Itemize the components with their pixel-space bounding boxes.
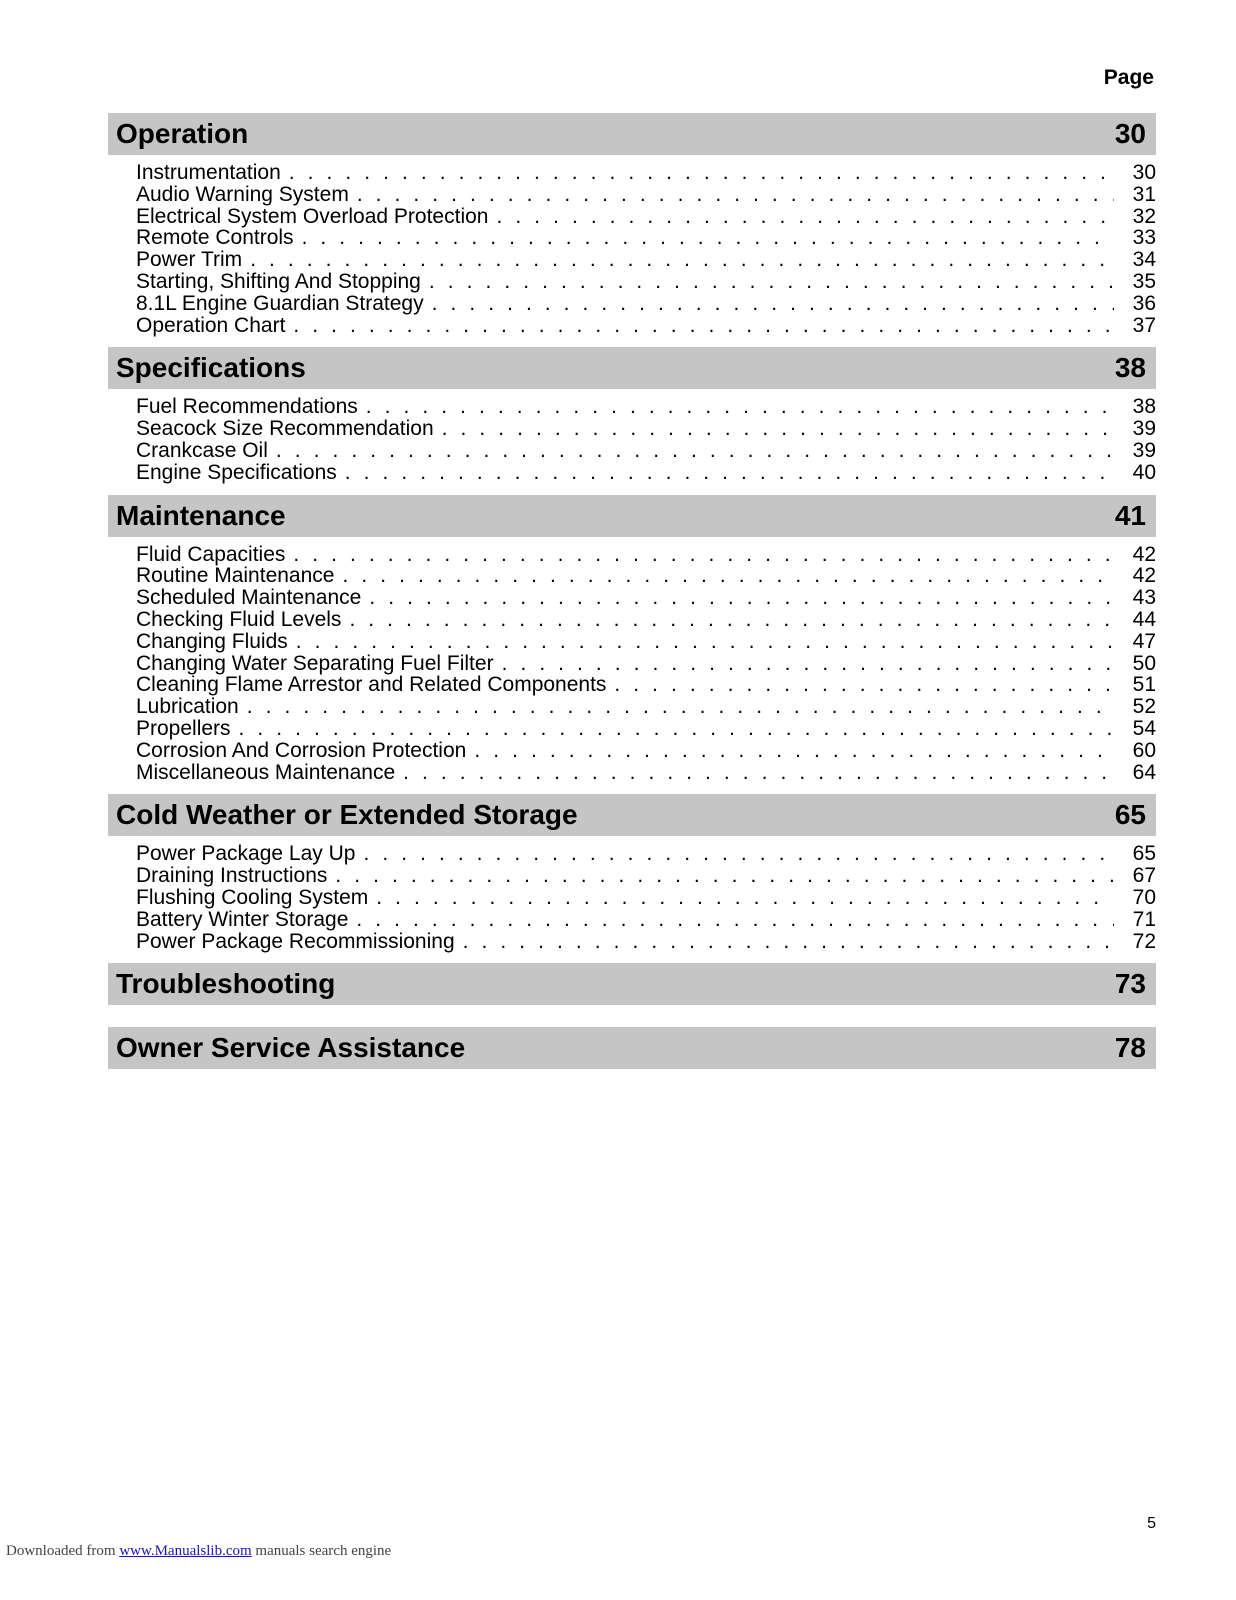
section-maintenance bbox=[108, 495, 1156, 795]
toc-entry[interactable] bbox=[108, 631, 1156, 653]
entry-title: Scheduled Maintenance bbox=[136, 586, 362, 610]
section-entries bbox=[108, 155, 1156, 347]
section-entries bbox=[108, 537, 1156, 795]
dot-leader bbox=[429, 271, 1114, 293]
entry-page: 43 bbox=[1132, 586, 1156, 610]
entry-page: 40 bbox=[1132, 460, 1156, 484]
section-spacer bbox=[108, 1005, 1156, 1027]
toc-entry[interactable] bbox=[108, 762, 1156, 784]
entry-page: 65 bbox=[1132, 842, 1156, 866]
dot-leader bbox=[357, 184, 1114, 206]
dot-leader bbox=[345, 462, 1114, 484]
dot-leader bbox=[369, 587, 1114, 609]
toc-entry[interactable] bbox=[108, 249, 1156, 271]
section-header[interactable] bbox=[108, 1027, 1156, 1069]
toc-entry[interactable] bbox=[108, 843, 1156, 865]
entry-page: 38 bbox=[1132, 395, 1156, 419]
entry-page: 44 bbox=[1132, 607, 1156, 631]
dot-leader bbox=[239, 718, 1114, 740]
toc-entry[interactable] bbox=[108, 462, 1156, 484]
entry-title: Changing Water Separating Fuel Filter bbox=[136, 651, 494, 675]
entry-title: Battery Winter Storage bbox=[136, 907, 349, 931]
section-operation bbox=[108, 113, 1156, 347]
section-page: 73 bbox=[1114, 968, 1146, 1000]
entry-title: 8.1L Engine Guardian Strategy bbox=[136, 291, 424, 315]
table-of-contents bbox=[108, 113, 1156, 1069]
entry-title: Operation Chart bbox=[136, 313, 286, 337]
section-page: 38 bbox=[1114, 352, 1146, 384]
section-title: Troubleshooting bbox=[116, 968, 336, 1000]
dot-leader bbox=[474, 740, 1114, 762]
dot-leader bbox=[335, 865, 1114, 887]
download-suffix: manuals search engine bbox=[255, 1543, 392, 1559]
entry-page: 39 bbox=[1132, 417, 1156, 441]
dot-leader bbox=[376, 887, 1114, 909]
entry-page: 33 bbox=[1132, 226, 1156, 250]
entry-title: Audio Warning System bbox=[136, 182, 349, 206]
section-title: Operation bbox=[116, 118, 249, 149]
download-footer bbox=[6, 1543, 391, 1560]
entry-title: Checking Fluid Levels bbox=[136, 607, 342, 631]
entry-page: 47 bbox=[1132, 629, 1156, 653]
dot-leader bbox=[463, 931, 1114, 953]
toc-entry[interactable] bbox=[108, 206, 1156, 228]
dot-leader bbox=[296, 631, 1114, 653]
toc-entry[interactable] bbox=[108, 544, 1156, 566]
section-header[interactable] bbox=[108, 963, 1156, 1005]
toc-entry[interactable] bbox=[108, 696, 1156, 718]
dot-leader bbox=[502, 653, 1114, 675]
entry-page: 32 bbox=[1132, 204, 1156, 228]
section-title: Cold Weather or Extended Storage bbox=[116, 799, 578, 831]
entry-page: 64 bbox=[1132, 760, 1156, 784]
toc-entry[interactable] bbox=[108, 865, 1156, 887]
entry-title: Fuel Recommendations bbox=[136, 395, 358, 419]
section-entries bbox=[108, 836, 1156, 963]
entry-page: 60 bbox=[1132, 738, 1156, 762]
dot-leader bbox=[614, 674, 1114, 696]
entry-page: 50 bbox=[1132, 651, 1156, 675]
toc-entry[interactable] bbox=[108, 184, 1156, 206]
page-number: 5 bbox=[1147, 1515, 1156, 1532]
toc-entry[interactable] bbox=[108, 565, 1156, 587]
entry-page: 70 bbox=[1132, 885, 1156, 909]
entry-page: 42 bbox=[1132, 542, 1156, 566]
section-page: 41 bbox=[1114, 499, 1146, 531]
dot-leader bbox=[342, 565, 1114, 587]
toc-entry[interactable] bbox=[108, 609, 1156, 631]
toc-entry[interactable] bbox=[108, 718, 1156, 740]
entry-page: 72 bbox=[1132, 929, 1156, 953]
toc-entry[interactable] bbox=[108, 418, 1156, 440]
entry-title: Seacock Size Recommendation bbox=[136, 417, 434, 441]
entry-title: Miscellaneous Maintenance bbox=[136, 760, 396, 784]
toc-entry[interactable] bbox=[108, 440, 1156, 462]
toc-entry[interactable] bbox=[108, 293, 1156, 315]
entry-title: Cleaning Flame Arrestor and Related Components bbox=[136, 673, 607, 697]
dot-leader bbox=[302, 227, 1114, 249]
entry-title: Power Package Recommissioning bbox=[136, 929, 455, 953]
section-header[interactable] bbox=[108, 495, 1156, 537]
download-prefix: Downloaded from bbox=[6, 1543, 116, 1559]
entry-page: 35 bbox=[1132, 269, 1156, 293]
entry-page: 36 bbox=[1132, 291, 1156, 315]
toc-entry[interactable] bbox=[108, 653, 1156, 675]
entry-title: Draining Instructions bbox=[136, 864, 328, 888]
dot-leader bbox=[432, 293, 1114, 315]
dot-leader bbox=[293, 315, 1114, 337]
entry-page: 34 bbox=[1132, 248, 1156, 272]
toc-entry[interactable] bbox=[108, 587, 1156, 609]
dot-leader bbox=[442, 418, 1114, 440]
toc-entry[interactable] bbox=[108, 227, 1156, 249]
entry-title: Flushing Cooling System bbox=[136, 885, 369, 909]
entry-title: Power Package Lay Up bbox=[136, 842, 356, 866]
entry-title: Power Trim bbox=[136, 248, 243, 272]
entry-page: 54 bbox=[1132, 716, 1156, 740]
dot-leader bbox=[250, 249, 1114, 271]
entry-title: Corrosion And Corrosion Protection bbox=[136, 738, 467, 762]
entry-title: Instrumentation bbox=[136, 161, 281, 184]
dot-leader bbox=[293, 544, 1114, 566]
entry-title: Remote Controls bbox=[136, 226, 294, 250]
entry-title: Starting, Shifting And Stopping bbox=[136, 269, 421, 293]
dot-leader bbox=[247, 696, 1114, 718]
dot-leader bbox=[403, 762, 1114, 784]
section-header[interactable] bbox=[108, 347, 1156, 389]
entry-title: Propellers bbox=[136, 716, 231, 740]
section-title: Owner Service Assistance bbox=[116, 1032, 466, 1064]
entry-title: Fluid Capacities bbox=[136, 542, 286, 566]
entry-page: 37 bbox=[1132, 313, 1156, 337]
entry-title: Lubrication bbox=[136, 695, 239, 719]
dot-leader bbox=[276, 440, 1114, 462]
entry-page: 31 bbox=[1132, 182, 1156, 206]
entry-page: 39 bbox=[1132, 438, 1156, 462]
section-troubleshooting bbox=[108, 963, 1156, 1027]
entry-page: 51 bbox=[1132, 673, 1156, 697]
toc-entry[interactable] bbox=[108, 162, 1156, 184]
dot-leader bbox=[366, 396, 1114, 418]
section-cold-weather-storage bbox=[108, 794, 1156, 963]
entry-title: Electrical System Overload Protection bbox=[136, 204, 489, 228]
section-header[interactable] bbox=[108, 794, 1156, 836]
dot-leader bbox=[363, 843, 1114, 865]
manualslib-link[interactable]: www.Manualslib.com bbox=[119, 1543, 252, 1559]
section-owner-service-assistance bbox=[108, 1027, 1156, 1069]
entry-page: 42 bbox=[1132, 564, 1156, 588]
dot-leader bbox=[356, 909, 1114, 931]
toc-entry[interactable] bbox=[108, 271, 1156, 293]
toc-entry[interactable] bbox=[108, 909, 1156, 931]
toc-entry[interactable] bbox=[108, 740, 1156, 762]
section-page: 30 bbox=[1114, 118, 1146, 149]
section-page: 65 bbox=[1114, 799, 1146, 831]
dot-leader bbox=[496, 206, 1114, 228]
toc-entry[interactable] bbox=[108, 674, 1156, 696]
section-specifications bbox=[108, 347, 1156, 494]
entry-title: Changing Fluids bbox=[136, 629, 288, 653]
entry-page: 30 bbox=[1132, 161, 1156, 184]
section-header[interactable] bbox=[108, 113, 1156, 155]
section-entries bbox=[108, 389, 1156, 494]
page-column-label: Page bbox=[1103, 66, 1154, 89]
section-title: Specifications bbox=[116, 352, 306, 384]
toc-entry[interactable] bbox=[108, 931, 1156, 953]
entry-title: Crankcase Oil bbox=[136, 438, 268, 462]
toc-entry[interactable] bbox=[108, 315, 1156, 337]
entry-page: 67 bbox=[1132, 864, 1156, 888]
entry-title: Routine Maintenance bbox=[136, 564, 335, 588]
section-title: Maintenance bbox=[116, 499, 286, 531]
section-page: 78 bbox=[1114, 1032, 1146, 1064]
entry-page: 52 bbox=[1132, 695, 1156, 719]
toc-entry[interactable] bbox=[108, 396, 1156, 418]
entry-page: 71 bbox=[1132, 907, 1156, 931]
dot-leader bbox=[349, 609, 1114, 631]
dot-leader bbox=[289, 162, 1114, 184]
entry-title: Engine Specifications bbox=[136, 460, 337, 484]
toc-entry[interactable] bbox=[108, 887, 1156, 909]
